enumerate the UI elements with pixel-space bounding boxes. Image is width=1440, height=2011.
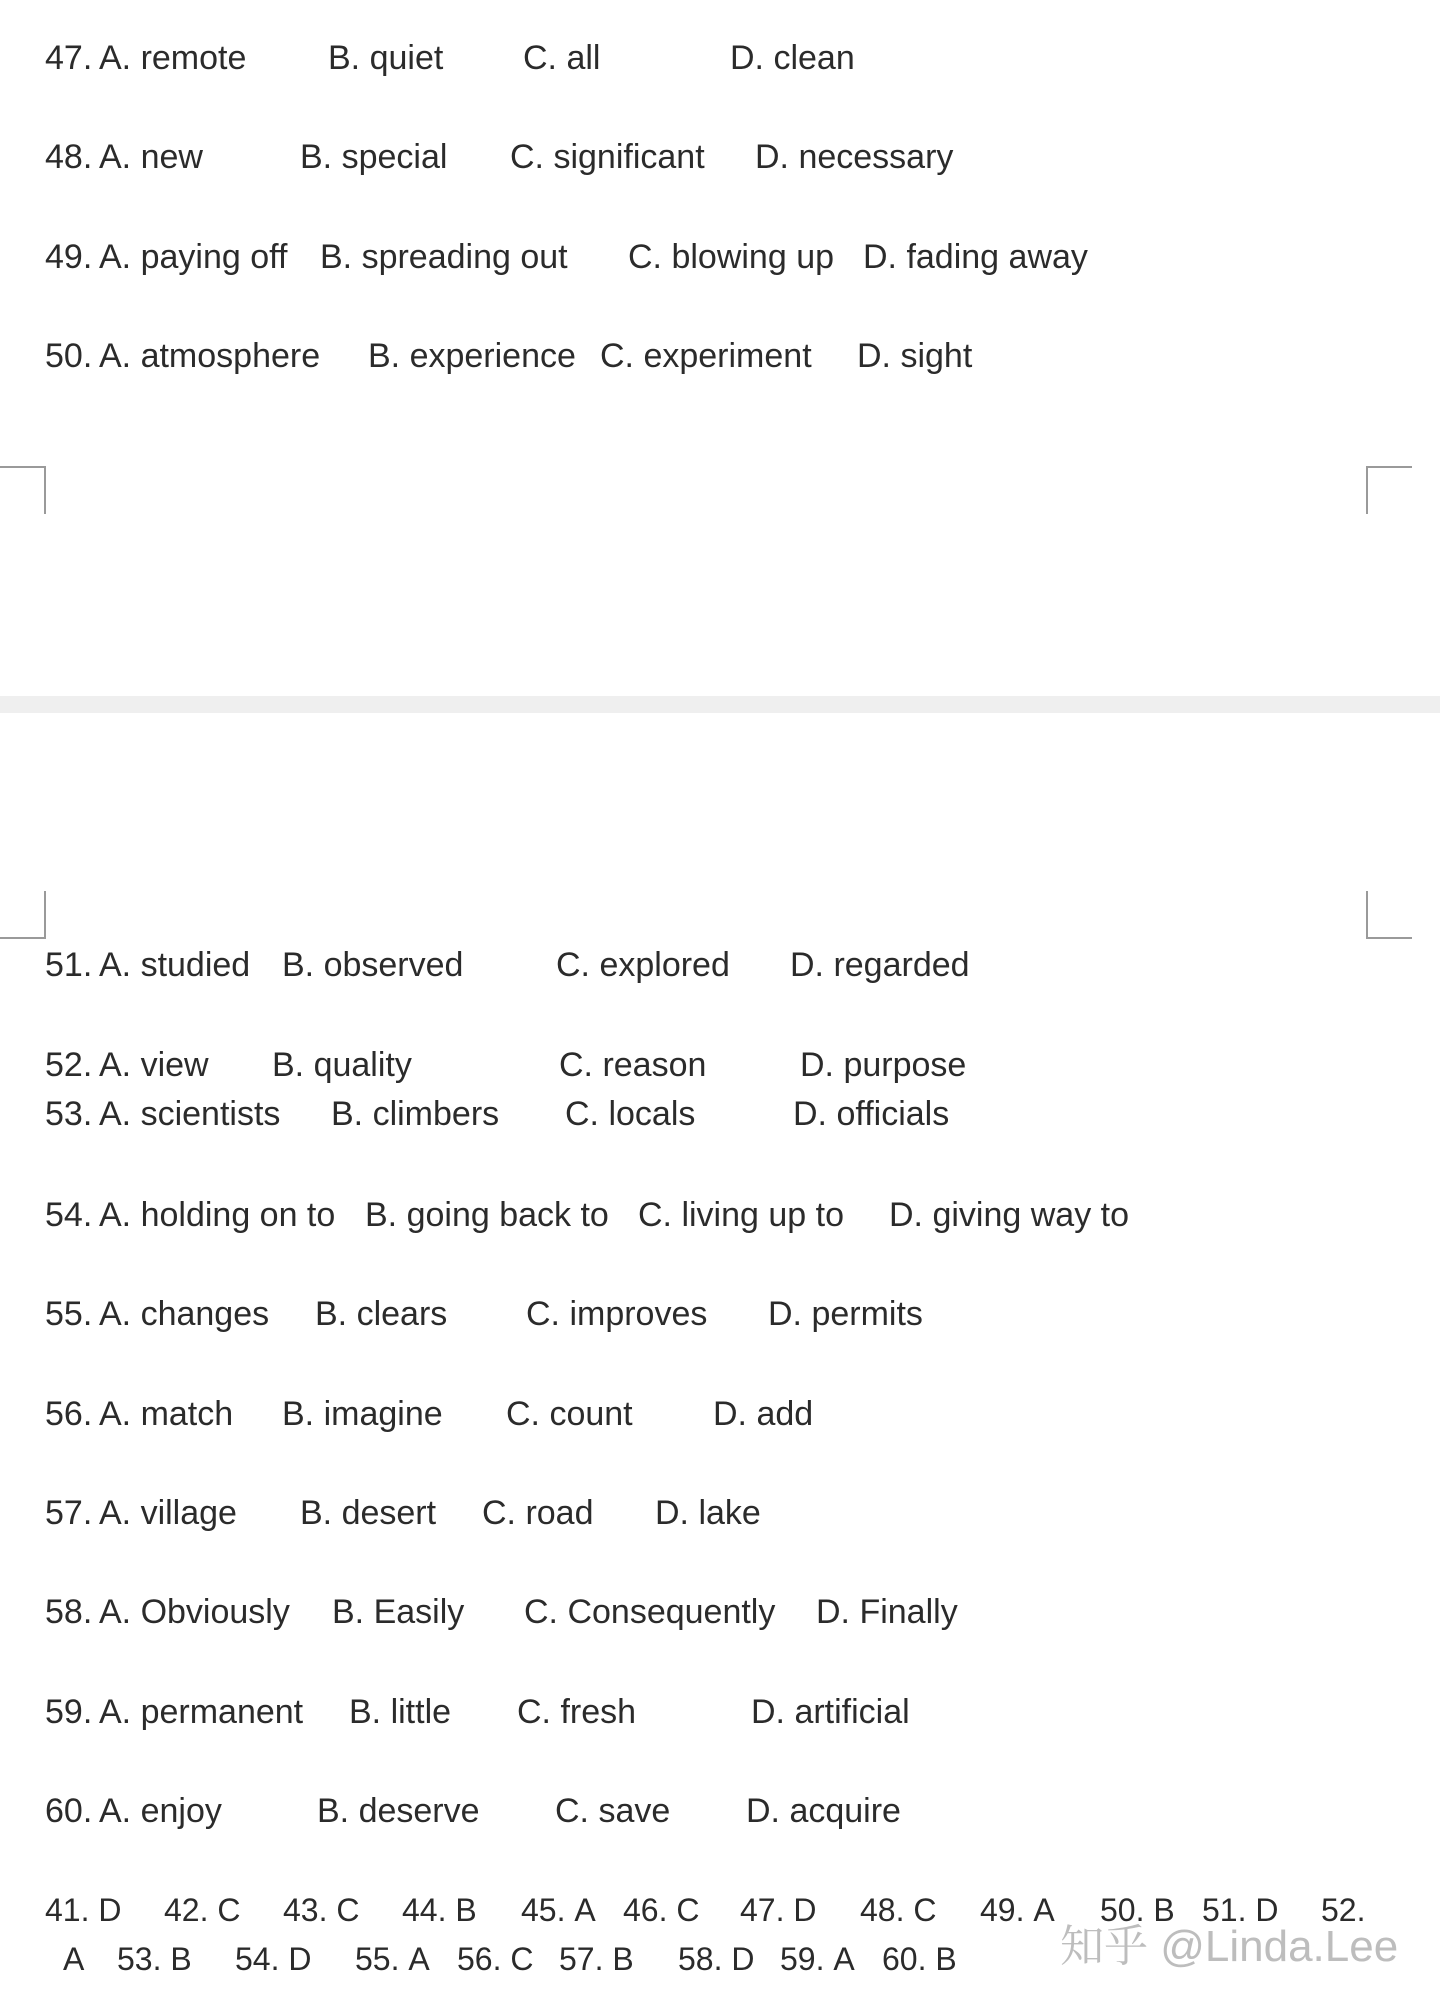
option-b: B. going back to bbox=[365, 1196, 609, 1234]
option-a: A. new bbox=[99, 138, 203, 176]
answer-number: 43. bbox=[283, 1892, 328, 1928]
answer-57 bbox=[559, 1939, 634, 1979]
question-number: 50. bbox=[45, 337, 93, 375]
answer-52-number: 52. bbox=[1321, 1892, 1366, 1928]
document-page-1 bbox=[0, 0, 1440, 696]
answer-45 bbox=[521, 1890, 596, 1930]
question-number: 56. bbox=[45, 1395, 93, 1433]
answer-letter: D bbox=[98, 1892, 122, 1928]
option-c: C. road bbox=[482, 1494, 594, 1532]
answer-42 bbox=[164, 1890, 240, 1930]
option-a: A. studied bbox=[99, 946, 251, 984]
option-d: D. add bbox=[713, 1395, 814, 1433]
option-a: A. enjoy bbox=[99, 1792, 222, 1830]
option-c: C. improves bbox=[526, 1295, 708, 1333]
watermark-handle: @Linda.Lee bbox=[1160, 1922, 1399, 1971]
option-a: A. scientists bbox=[99, 1095, 281, 1133]
answer-47 bbox=[740, 1890, 816, 1930]
option-a: A. changes bbox=[99, 1295, 270, 1333]
answer-letter: D bbox=[731, 1941, 755, 1977]
option-b: B. special bbox=[300, 138, 448, 176]
option-a: A. permanent bbox=[99, 1693, 304, 1731]
answer-46 bbox=[623, 1890, 699, 1930]
answer-59 bbox=[780, 1939, 855, 1979]
option-c: C. reason bbox=[559, 1046, 707, 1084]
option-d: D. officials bbox=[793, 1095, 950, 1133]
question-number: 48. bbox=[45, 138, 93, 176]
question-number: 51. bbox=[45, 946, 93, 984]
answer-48 bbox=[860, 1890, 936, 1930]
option-b: B. clears bbox=[315, 1295, 448, 1333]
answer-letter: C bbox=[913, 1892, 937, 1928]
answer-letter: A bbox=[833, 1941, 855, 1977]
option-c: C. experiment bbox=[600, 337, 812, 375]
answer-number: 49. bbox=[980, 1892, 1025, 1928]
question-number: 57. bbox=[45, 1494, 93, 1532]
option-d: D. artificial bbox=[751, 1693, 910, 1731]
answer-number: 46. bbox=[623, 1892, 668, 1928]
answer-60 bbox=[882, 1939, 957, 1979]
answer-number: 54. bbox=[235, 1941, 280, 1977]
option-a: A. holding on to bbox=[99, 1196, 336, 1234]
answer-letter: B bbox=[612, 1941, 634, 1977]
answer-41 bbox=[45, 1890, 121, 1930]
option-a: A. Obviously bbox=[99, 1593, 290, 1631]
answer-52-letter: A bbox=[63, 1941, 85, 1977]
answer-letter: A bbox=[408, 1941, 430, 1977]
answer-number: 53. bbox=[117, 1941, 162, 1977]
answer-letter: D bbox=[793, 1892, 817, 1928]
answer-number: 41. bbox=[45, 1892, 90, 1928]
question-number: 55. bbox=[45, 1295, 93, 1333]
option-d: D. lake bbox=[655, 1494, 761, 1532]
option-a: A. paying off bbox=[99, 238, 288, 276]
answer-number: 60. bbox=[882, 1941, 927, 1977]
watermark-site: 知乎 bbox=[1060, 1921, 1148, 1972]
option-b: B. climbers bbox=[331, 1095, 500, 1133]
answer-letter: C bbox=[336, 1892, 360, 1928]
option-d: D. fading away bbox=[863, 238, 1088, 276]
option-c: C. all bbox=[523, 39, 601, 77]
answer-letter: C bbox=[676, 1892, 700, 1928]
answer-number: 45. bbox=[521, 1892, 566, 1928]
answer-56 bbox=[457, 1939, 533, 1979]
question-number: 60. bbox=[45, 1792, 93, 1830]
page-corner-mark bbox=[0, 466, 46, 514]
answer-number: 51. bbox=[1202, 1892, 1247, 1928]
answer-number: 55. bbox=[355, 1941, 400, 1977]
option-c: C. locals bbox=[565, 1095, 696, 1133]
option-c: C. Consequently bbox=[524, 1593, 776, 1631]
answer-letter: C bbox=[217, 1892, 241, 1928]
answer-letter: B bbox=[455, 1892, 477, 1928]
answer-number: 47. bbox=[740, 1892, 785, 1928]
answer-letter: D bbox=[288, 1941, 312, 1977]
option-d: D. regarded bbox=[790, 946, 970, 984]
answer-letter: C bbox=[510, 1941, 534, 1977]
option-c: C. significant bbox=[510, 138, 705, 176]
option-a: A. atmosphere bbox=[99, 337, 321, 375]
option-a: A. remote bbox=[99, 39, 247, 77]
answer-letter: B bbox=[1153, 1892, 1175, 1928]
page-corner-mark bbox=[1366, 466, 1412, 514]
option-d: D. purpose bbox=[800, 1046, 967, 1084]
option-d: D. Finally bbox=[816, 1593, 958, 1631]
option-c: C. fresh bbox=[517, 1693, 637, 1731]
watermark bbox=[1060, 1920, 1398, 1974]
option-b: B. experience bbox=[368, 337, 576, 375]
option-c: C. count bbox=[506, 1395, 633, 1433]
answer-letter: A bbox=[574, 1892, 596, 1928]
option-c: C. blowing up bbox=[628, 238, 835, 276]
option-c: C. explored bbox=[556, 946, 730, 984]
option-c: C. save bbox=[555, 1792, 671, 1830]
option-a: A. village bbox=[99, 1494, 237, 1532]
answer-number: 44. bbox=[402, 1892, 447, 1928]
option-c: C. living up to bbox=[638, 1196, 844, 1234]
question-number: 52. bbox=[45, 1046, 93, 1084]
question-number: 58. bbox=[45, 1593, 93, 1631]
option-d: D. sight bbox=[857, 337, 973, 375]
answer-49 bbox=[980, 1890, 1055, 1930]
option-b: B. observed bbox=[282, 946, 464, 984]
option-b: B. quality bbox=[272, 1046, 412, 1084]
answer-number: 59. bbox=[780, 1941, 825, 1977]
option-a: A. view bbox=[99, 1046, 209, 1084]
option-b: B. spreading out bbox=[320, 238, 568, 276]
option-d: D. necessary bbox=[755, 138, 954, 176]
answer-54 bbox=[235, 1939, 311, 1979]
option-d: D. clean bbox=[730, 39, 855, 77]
option-b: B. Easily bbox=[332, 1593, 465, 1631]
answer-letter: B bbox=[170, 1941, 192, 1977]
question-number: 49. bbox=[45, 238, 93, 276]
answer-letter: D bbox=[1255, 1892, 1279, 1928]
answer-number: 50. bbox=[1100, 1892, 1145, 1928]
option-b: B. desert bbox=[300, 1494, 437, 1532]
page-corner-mark bbox=[1366, 891, 1412, 939]
page-corner-mark bbox=[0, 891, 46, 939]
option-b: B. deserve bbox=[317, 1792, 480, 1830]
answer-number: 48. bbox=[860, 1892, 905, 1928]
answer-53 bbox=[117, 1939, 192, 1979]
answer-58 bbox=[678, 1939, 754, 1979]
option-a: A. match bbox=[99, 1395, 234, 1433]
question-number: 54. bbox=[45, 1196, 93, 1234]
option-b: B. quiet bbox=[328, 39, 444, 77]
option-d: D. acquire bbox=[746, 1792, 901, 1830]
answer-number: 58. bbox=[678, 1941, 723, 1977]
answer-letter: A bbox=[1033, 1892, 1055, 1928]
question-number: 59. bbox=[45, 1693, 93, 1731]
answer-letter: B bbox=[935, 1941, 957, 1977]
question-number: 53. bbox=[45, 1095, 93, 1133]
answer-number: 56. bbox=[457, 1941, 502, 1977]
answer-44 bbox=[402, 1890, 477, 1930]
page-separator bbox=[0, 696, 1440, 713]
answer-number: 42. bbox=[164, 1892, 209, 1928]
option-b: B. little bbox=[349, 1693, 452, 1731]
answer-43 bbox=[283, 1890, 359, 1930]
answer-55 bbox=[355, 1939, 430, 1979]
option-b: B. imagine bbox=[282, 1395, 443, 1433]
option-d: D. giving way to bbox=[889, 1196, 1129, 1234]
answer-number: 57. bbox=[559, 1941, 604, 1977]
option-d: D. permits bbox=[768, 1295, 923, 1333]
question-number: 47. bbox=[45, 39, 93, 77]
